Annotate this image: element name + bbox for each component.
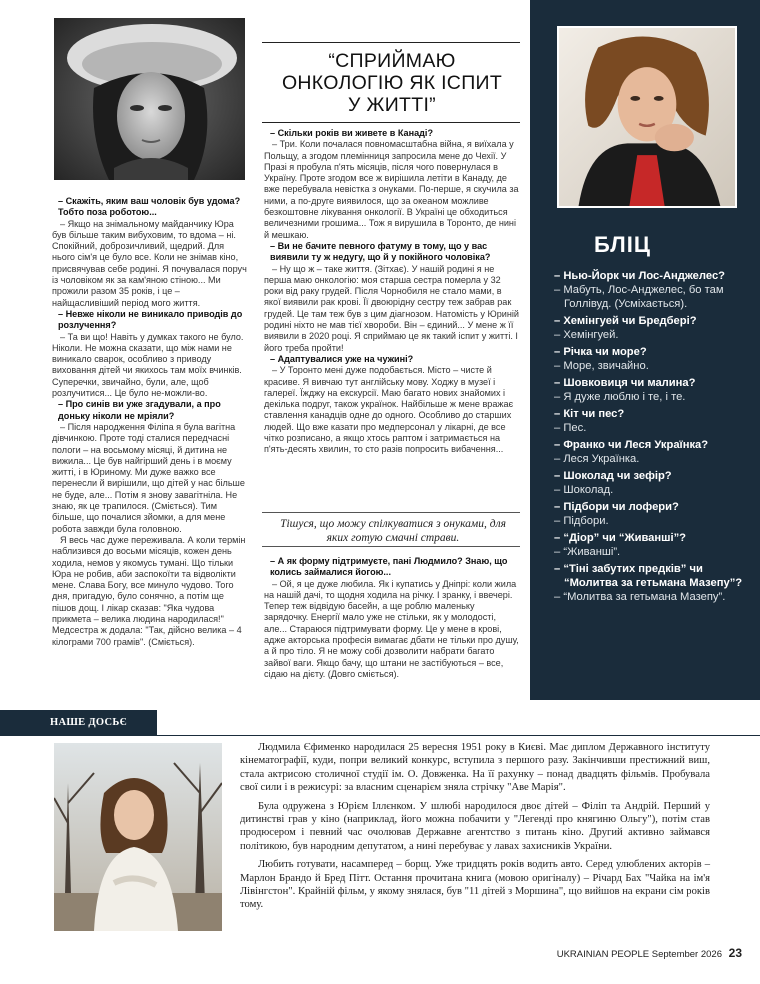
blitz-question: – “Діор” чи “Живанші”? [554, 531, 754, 545]
photo-actress-young-outdoors [54, 743, 222, 931]
headline-line-2: ОНКОЛОГІЮ ЯК ІСПИТ [281, 72, 503, 94]
blitz-list [554, 266, 754, 604]
headline-rule-bottom [262, 122, 520, 123]
interview-question: – Ви не бачите певного фатуму в тому, що у вас виявили ту ж недугу, що й у покійного чоловіка? [264, 241, 520, 264]
headline-line-1: “СПРИЙМАЮ [328, 50, 456, 72]
photo-actress-film-still [54, 18, 245, 180]
dossier-rule [0, 735, 760, 736]
dossier-paragraph: Любить готувати, насамперед – борщ. Уже тридцять років водить авто. Серед улюблених акторів – Марлон Брандо й Бред Пітт. Остання прочитана книга (мовою оригіналу) – Річард Бах "Чайка на ім'я Лівінгстон". Крайній фільм, у якому знялася, був "11 дітей з Моршина", що вийшов на екрани сім років тому. [240, 859, 710, 911]
dossier-text [240, 741, 710, 917]
interview-question: – Скажіть, яким ваш чоловік був удома? Тобто поза роботою... [52, 196, 248, 219]
pull-quote: Тішуся, що можу спілкуватися з онуками, для яких готую смачні страви. [280, 518, 506, 544]
blitz-title: БЛІЦ [594, 232, 651, 257]
blitz-answer: – Хемінгуей. [554, 328, 754, 342]
article-column-left [52, 196, 248, 648]
footer-date: September 2026 [651, 949, 722, 960]
blitz-question: – Річка чи море? [554, 345, 754, 359]
blitz-question: – Шоколад чи зефір? [554, 469, 754, 483]
blitz-answer: – Я дуже люблю і те, і те. [554, 390, 754, 404]
blitz-question: – Франко чи Леся Українка? [554, 438, 754, 452]
interview-question: – Скільки років ви живете в Канаді? [264, 128, 520, 139]
blitz-question: – Нью-Йорк чи Лос-Анджелес? [554, 269, 754, 283]
blitz-question: – Шовковиця чи малина? [554, 376, 754, 390]
interview-answer: – Ну що ж – таке життя. (Зітхає). У нашій родині я не перша маю онкологію: моя старша сестра померла у 32 роки від раку грудей. Після Чорнобиля не стало мами, в якої виявили рак крові. Її двоюрідну сестру теж забрав рак грудей. Це там теж був з цим діагнозом. Натомість у Юриній родині ніхто не мав тієї хвороби. Він – єдиний... У мене ж її виявили в 2020 році. Я сприймаю це як такий іспит у житті. І його треба пройти! [264, 264, 520, 354]
interview-answer: – Якщо на знімальному майданчику Юра був більше таким вибуховим, то вдома – ні. Спокійний, доброзичливий, щедрий. Для нього сім'я це було все. Коли не знімав кіно, присвячував себе родині. Я почувалася поруч із чоловіком як за кам'яною стіною... Ми прожили разом 35 років, і це – найщасливіший період мого життя. [52, 219, 248, 309]
blitz-question: – Хемінгуей чи Бредбері? [554, 314, 754, 328]
blitz-answer: – Підбори. [554, 514, 754, 528]
page-footer [557, 946, 742, 960]
interview-answer: – Та ви що! Навіть у думках такого не було. Ніколи. Не можна сказати, що між нами не виникало сварок, особливо з приводу виховання дітей чи якихось там моїх вчинків. Суперечки, звичайно, були, але, щоб розлучитися... Це було не-можли-во. [52, 332, 248, 400]
blitz-question: – Кіт чи пес? [554, 407, 754, 421]
blitz-answer: – Шоколад. [554, 483, 754, 497]
dossier-tag: НАШЕ ДОСЬЄ [0, 710, 157, 735]
interview-answer: – Три. Коли почалася повномасштабна війна, я виїхала у Польщу, а згодом племінниця запросила мене до Чехії. У Празі я пробула п'ять місяців, після чого повернулася в Україну. Проте згодом все ж вирішила летіти в Канаду, де вже перебувала невістка з онуками. По-перше, я скучила за ними, а по-друге виявилося, що за океаном можливе безкоштовне лікування онкології. В Україні це обходиться величезними грошима... Тож я вирушила в Торонто, де нині й мешкаю. [264, 139, 520, 241]
pull-quote-rule-bottom [262, 546, 520, 547]
blitz-answer: – “Живанші”. [554, 545, 754, 559]
article-headline [264, 50, 520, 116]
blitz-answer: – Мабуть, Лос-Анджелес, бо там Голлівуд. (Усміхається). [554, 283, 754, 311]
blitz-question: – “Тіні забутих предків” чи “Молитва за гетьмана Мазепу”? [554, 562, 754, 590]
headline-line-3: У ЖИТТІ” [348, 94, 436, 116]
blitz-answer: – Леся Українка. [554, 452, 754, 466]
interview-question: – А як форму підтримуєте, пані Людмило? Знаю, що колись займалися йогою... [264, 556, 520, 579]
interview-question: – Адаптувалися уже на чужині? [264, 354, 520, 365]
interview-answer: – Ой, я це дуже любила. Як і купатись у Дніпрі: коли жила на нашій дачі, то щодня ходила на річку. І зранку, і ввечері. Тепер теж відвідую басейн, а ще роблю маленьку зарядочку. Енергії мало уже не стільки, як у молодості, але... Стараюся підтримувати форму. Це у мене в крові, адже акторська професія вимагає дбати не тільки про душу, а й про тіло. Я не можу собі дозволити набрати багато зайвої ваги. Якщо бачу, що штани не застібуються – все, сідаю на дієту. (Довго сміється). [264, 579, 520, 681]
article-column-middle-top [264, 128, 520, 456]
interview-answer: – Після народження Філіпа я була вагітна дівчинкою. Проте тоді сталися передчасні пологи – на восьмому місяці, й дитина не вижила... Це був найгірший день і в моєму житті, і в Юриному. Ми дуже важко все перенесли й вирішили, що дітей у нас більше не буде, але... Потім я знову завагітніла. Не знаю, як це трапилося. (Сміється). Тим більше, що почалися зйомки, а для мене робота завжди була головною. [52, 422, 248, 535]
blitz-question: – Підбори чи лофери? [554, 500, 754, 514]
footer-magazine: UKRAINIAN PEOPLE [556, 949, 650, 960]
blitz-answer: – Пес. [554, 421, 754, 435]
page-number: 23 [728, 946, 742, 960]
blitz-answer: – “Молитва за гетьмана Мазепу”. [554, 590, 754, 604]
article-column-middle-bottom [264, 556, 520, 680]
pull-quote-rule-top [262, 512, 520, 513]
dossier-paragraph: Була одружена з Юрієм Іллєнком. У шлюбі народилося двоє дітей – Філіп та Андрій. Перший у дитинстві грав у кіно (наприклад, його можна побачити у "Легенді про княгиню Ольгу"), потім став продюсером і певний час очолював Державне агентство з питань кіно. Другий активно займався політикою, був народним депутатом, а нині перебуває у лавах захисників України. [240, 800, 710, 852]
dossier-paragraph: Людмила Єфименко народилася 25 вересня 1951 року в Києві. Має диплом Державного інституту кінематографії, куди, попри великий конкурс, вступила з першого разу. Закінчивши престижний виш, стала актрисою столичної студії ім. О. Довженка. На її рахунку – понад двадцять фільмів. Пробувала свої сили і в режисурі: за власним сценарієм зняла стрічку "Аве Марія". [240, 742, 710, 794]
headline-rule-top [262, 42, 520, 43]
photo-actress-portrait-color [557, 26, 737, 208]
interview-answer: – У Торонто мені дуже подобається. Місто – чисте й красиве. Я вивчаю тут англійську мову. Ходжу в музеї і галереї. Їжджу на екскурсії. Маю багато нових знайомих і декілька подруг, також українок. Найбільше ж мене вражає ставлення канадців одне до одного. Особливо до старших людей. Що вже казати про медперсонал у лікарні, де все чітко розписано, а якщо хтось раптом і затримається на п'ять-десять хвилин, то сто разів попросить вибачення... [264, 365, 520, 455]
interview-answer: Я весь час дуже переживала. А коли термін наблизився до восьми місяців, кожен день ходила, немов у якомусь тумані. Що тільки Юра не робив, аби заспокоїти та відволікти мене. Слава Богу, все минуло чудово. Того дня, пригадую, було сонячно, а потім ще пішов дощ. І лікар сказав: "Яка чудова прикмета – велика людина народилася!" Медсестра ж додала: "Так, дійсно велика – 4 кілограми 700 грамів". (Сміється). [52, 534, 246, 647]
blitz-answer: – Море, звичайно. [554, 359, 754, 373]
interview-question: – Невже ніколи не виникало приводів до розлучення? [52, 309, 248, 332]
interview-question: – Про синів ви уже згадували, а про доньку ніколи не мріяли? [52, 399, 248, 422]
